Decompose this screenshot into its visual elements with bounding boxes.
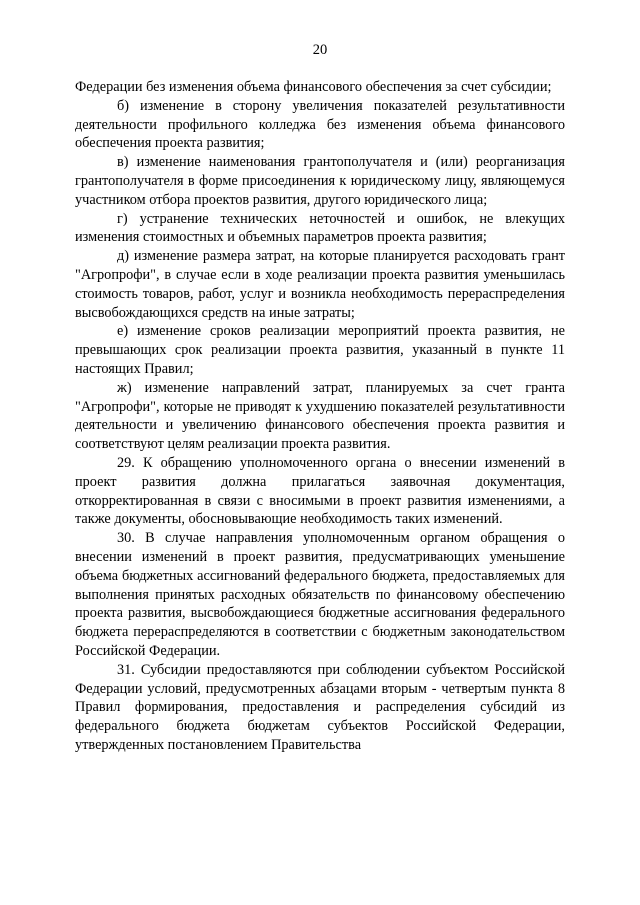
paragraph-item-v: в) изменение наименования грантополучателя и (или) реорганизация грантополучателя в форме присоединения к юридическому лицу, являющемуся участником отбора проектов развития, другого юридического лица; <box>75 154 565 208</box>
paragraph-item-b: б) изменение в сторону увеличения показателей результативности деятельности профильного колледжа без изменения объема финансового обеспечения проекта развития; <box>75 97 565 152</box>
paragraph-29: 29. К обращению уполномоченного органа о внесении изменений в проект развития должна прилагаться заявочная документация, откорректированная в связи с вносимыми в проект развития изменениями, а также документы, обосновывающие необходимость таких изменений. <box>75 454 565 528</box>
paragraph-continuation: Федерации без изменения объема финансового обеспечения за счет субсидии; <box>75 79 552 95</box>
page-number: 20 <box>312 42 328 58</box>
paragraph-30: 30. В случае направления уполномоченным органом обращения о внесении изменений в проект развития, предусматривающих уменьшение объема бюджетных ассигнований федерального бюджета, предоставляемых для выполнения принятых расходных обязательств по финансовому обеспечению проекта развития, высвобождающиеся бюджетные ассигнования федерального бюджета перераспределяются в соответствии с бюджетным законодательством Российской Федерации. <box>75 530 565 659</box>
paragraph-item-d: д) изменение размера затрат, на которые планируется расходовать грант "Агропрофи", в случае если в ходе реализации проекта развития уменьшилась стоимость товаров, работ, услуг и возникла необходимость перераспределения высвобождающихся средств на иные затраты; <box>75 248 565 321</box>
paragraph-item-e: е) изменение сроков реализации мероприятий проекта развития, не превышающих срок реализации проекта развития, указанный в пункте 11 настоящих Правил; <box>75 323 565 377</box>
paragraph-31: 31. Субсидии предоставляются при соблюдении субъектом Российской Федерации условий, предусмотренных абзацами вторым - четвертым пункта 8 Правил формирования, предоставления и распределения субсидий из федерального бюджета бюджетам субъектов Российской Федерации, утвержденных постановлением Правительства <box>75 661 565 753</box>
paragraph-item-zh: ж) изменение направлений затрат, планируемых за счет гранта "Агропрофи", которые не приводят к ухудшению показателей результативности деятельности и увеличению финансового обеспечения проекта развития и соответствуют целям реализации проекта развития. <box>75 379 565 453</box>
document-body <box>75 78 565 755</box>
paragraph-item-g: г) устранение технических неточностей и ошибок, не влекущих изменения стоимостных и объемных параметров проекта развития; <box>75 210 565 246</box>
